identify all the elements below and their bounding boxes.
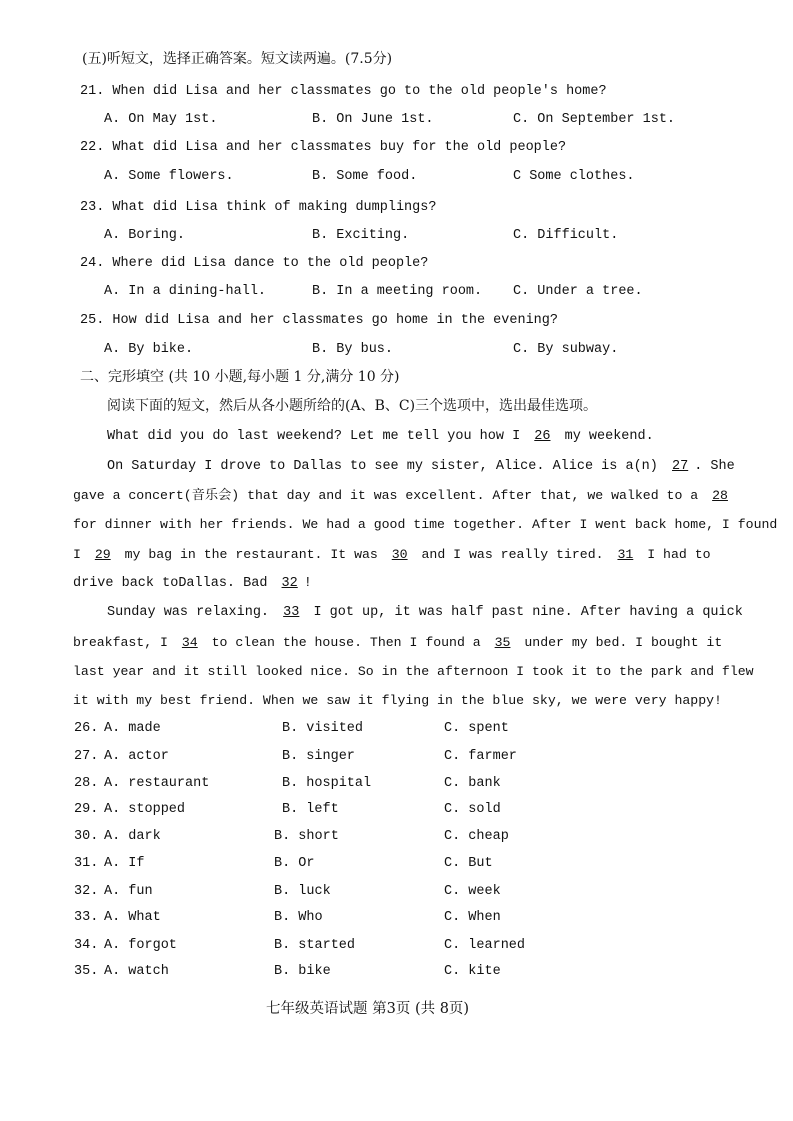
option-b: B. short [274, 829, 339, 844]
question-24-stem: 24. Where did Lisa dance to the old people? [80, 256, 429, 271]
option-c: C. kite [444, 964, 501, 979]
option-number: 29. [74, 802, 99, 817]
option-a: A. forgot [104, 938, 177, 953]
question-21-option-c: C. On September 1st. [513, 112, 676, 127]
question-25-option-b: B. By bus. [312, 342, 394, 357]
option-number: 34. [74, 938, 99, 953]
option-c: C. spent [444, 721, 509, 736]
option-c: C. bank [444, 776, 501, 791]
passage-line: gave a concert(音乐会) that day and it was excellent. After that, we walked to a 28 [73, 487, 734, 505]
passage-line: last year and it still looked nice. So in the afternoon I took it to the park and flew [73, 664, 754, 679]
blank-29: 29 [94, 547, 111, 562]
passage-line: What did you do last weekend? Let me tell you how I 26 my weekend. [107, 429, 654, 444]
page-footer: 七年级英语试题 第3页 (共 8页) [266, 1001, 470, 1017]
passage-line: it with my best friend. When we saw it flying in the blue sky, we were very happy! [73, 693, 722, 708]
option-a: A. restaurant [104, 776, 210, 791]
option-a: A. watch [104, 964, 169, 979]
blank-32: 32 [281, 576, 298, 591]
option-b: B. left [282, 802, 339, 817]
option-a: A. actor [104, 749, 169, 764]
option-c: C. cheap [444, 829, 509, 844]
option-c: C. learned [444, 938, 526, 953]
question-22-option-a: A. Some flowers. [104, 169, 234, 184]
option-b: B. luck [274, 884, 331, 899]
blank-26: 26 [534, 429, 551, 444]
option-c: C. farmer [444, 749, 517, 764]
question-25-option-c: C. By subway. [513, 342, 619, 357]
question-23-stem: 23. What did Lisa think of making dumplings? [80, 200, 437, 215]
question-21-option-a: A. On May 1st. [104, 112, 218, 127]
option-b: B. singer [282, 749, 355, 764]
option-number: 33. [74, 910, 99, 925]
question-24-option-c: C. Under a tree. [513, 284, 643, 299]
passage-line: Sunday was relaxing. 33 I got up, it was half past nine. After having a quick [107, 605, 743, 620]
blank-35: 35 [494, 635, 511, 650]
question-25-stem: 25. How did Lisa and her classmates go home in the evening? [80, 313, 558, 328]
question-22-option-b: B. Some food. [312, 169, 418, 184]
question-21-stem: 21. When did Lisa and her classmates go to the old people's home? [80, 84, 607, 99]
passage-line: drive back toDallas. Bad 32 ! [73, 576, 312, 591]
question-22-option-c: C Some clothes. [513, 169, 635, 184]
option-b: B. bike [274, 964, 331, 979]
option-number: 26. [74, 721, 99, 736]
option-b: B. started [274, 938, 356, 953]
option-c: C. But [444, 856, 493, 871]
option-c: C. sold [444, 802, 501, 817]
option-a: A. stopped [104, 802, 186, 817]
passage-line: for dinner with her friends. We had a good time together. After I went back home, I found [73, 517, 778, 532]
question-21-option-b: B. On June 1st. [312, 112, 434, 127]
blank-27: 27 [672, 459, 689, 474]
question-23-option-a: A. Boring. [104, 228, 186, 243]
option-number: 32. [74, 884, 99, 899]
question-22-stem: 22. What did Lisa and her classmates buy for the old people? [80, 140, 567, 155]
option-b: B. Who [274, 910, 323, 925]
blank-28: 28 [712, 488, 728, 503]
blank-33: 33 [283, 605, 300, 620]
blank-31: 31 [617, 547, 634, 562]
question-24-option-a: A. In a dining-hall. [104, 284, 267, 299]
option-number: 31. [74, 856, 99, 871]
cloze-title: 二、完形填空 (共 10 小题,每小题 1 分,满分 10 分) [80, 369, 400, 385]
blank-30: 30 [391, 547, 408, 562]
question-23-option-c: C. Difficult. [513, 228, 619, 243]
option-c: C. week [444, 884, 501, 899]
passage-line: On Saturday I drove to Dallas to see my sister, Alice. Alice is a(n) 27 . She [107, 459, 735, 474]
option-number: 27. [74, 749, 99, 764]
option-number: 30. [74, 829, 99, 844]
section-5-title: (五)听短文，选择正确答案。短文读两遍。(7.5分) [82, 51, 393, 67]
blank-34: 34 [181, 635, 198, 650]
option-a: A. If [104, 856, 145, 871]
question-23-option-b: B. Exciting. [312, 228, 410, 243]
passage-line: breakfast, I 34 to clean the house. Then I found a 35 under my bed. I bought it [73, 635, 723, 650]
option-a: A. fun [104, 884, 153, 899]
option-a: A. dark [104, 829, 161, 844]
option-c: C. When [444, 910, 501, 925]
option-a: A. What [104, 910, 161, 925]
option-number: 28. [74, 776, 99, 791]
option-b: B. hospital [282, 776, 372, 791]
option-b: B. Or [274, 856, 315, 871]
question-25-option-a: A. By bike. [104, 342, 194, 357]
option-b: B. visited [282, 721, 364, 736]
option-number: 35. [74, 964, 99, 979]
question-24-option-b: B. In a meeting room. [312, 284, 483, 299]
passage-line: I 29 my bag in the restaurant. It was 30 and I was really tired. 31 I had to [73, 547, 711, 562]
cloze-instruction: 阅读下面的短文，然后从各小题所给的(A、B、C)三个选项中，选出最佳选项。 [107, 398, 598, 414]
option-a: A. made [104, 721, 161, 736]
